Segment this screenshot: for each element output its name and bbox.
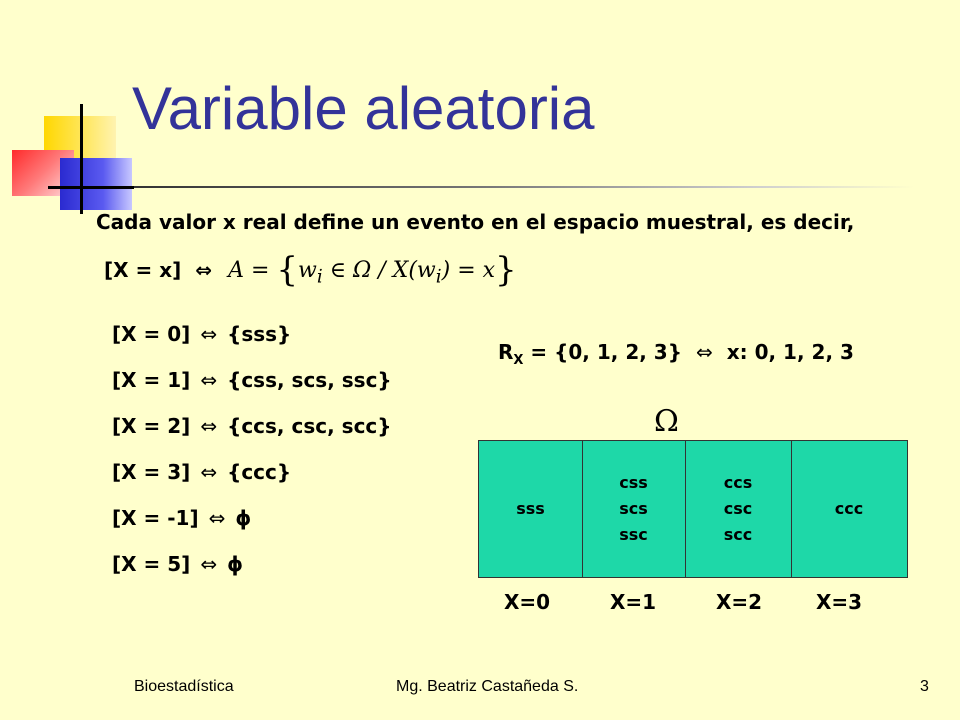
- equivalence-icon: ⇔: [200, 460, 218, 484]
- logo-blue-square: [60, 158, 132, 210]
- event-lhs: [X = 2]: [112, 414, 191, 438]
- partition-label-3: X=3: [816, 590, 863, 614]
- footer-author: Mg. Beatriz Castañeda S.: [396, 678, 579, 695]
- event-row: [112, 552, 392, 598]
- formula-sub-i: i: [316, 266, 323, 288]
- equivalence-icon: ⇔: [200, 552, 218, 576]
- slide-number: 3: [920, 678, 929, 695]
- outcome: ccc: [834, 499, 864, 518]
- outcome: css: [619, 473, 648, 492]
- partition-label-0: X=0: [504, 590, 551, 614]
- event-set: {ccc}: [227, 460, 292, 484]
- event-row: [112, 368, 392, 414]
- partition-cell-2: [685, 441, 791, 577]
- omega-label: Ω: [654, 404, 679, 439]
- event-lhs: [X = 5]: [112, 552, 191, 576]
- definition-lhs: [X = x]: [104, 258, 182, 282]
- partition-cell-3: [791, 441, 907, 577]
- slide-title: Variable aleatoria: [132, 75, 595, 142]
- event-set: {css, scs, ssc}: [227, 368, 392, 392]
- event-row: [112, 506, 392, 552]
- range-set: = {0, 1, 2, 3}: [523, 340, 682, 364]
- formula-A: A: [228, 258, 244, 283]
- event-set: ϕ: [227, 552, 244, 576]
- event-row: [112, 414, 392, 460]
- definition-arrow: ⇔: [195, 258, 213, 282]
- formula-w: w: [298, 258, 317, 283]
- title-underline: [134, 186, 914, 188]
- outcome: sss: [516, 499, 545, 518]
- formula-membership: ∈ Ω / X(w: [329, 258, 436, 283]
- outcome: csc: [723, 499, 753, 518]
- event-lhs: [X = 1]: [112, 368, 191, 392]
- equivalence-icon: ⇔: [200, 414, 218, 438]
- intro-text: Cada valor x real define un evento en el espacio muestral, es decir,: [96, 210, 855, 234]
- equivalence-icon: ⇔: [208, 506, 226, 530]
- event-set: {ccs, csc, scc}: [227, 414, 392, 438]
- logo-horizontal-line: [48, 186, 134, 189]
- outcome: ccs: [723, 473, 753, 492]
- equivalence-icon: ⇔: [200, 368, 218, 392]
- event-set: {sss}: [227, 322, 292, 346]
- event-lhs: [X = -1]: [112, 506, 199, 530]
- logo-vertical-line: [80, 104, 83, 214]
- partition-label-1: X=1: [610, 590, 657, 614]
- outcome: ssc: [619, 525, 648, 544]
- range-subscript: X: [513, 353, 524, 368]
- outcome: scc: [723, 525, 753, 544]
- formula-close-brace: }: [495, 250, 517, 290]
- range-values: x: 0, 1, 2, 3: [726, 340, 854, 364]
- footer-course: Bioestadística: [134, 678, 234, 695]
- set-formula: [228, 250, 517, 290]
- outcome: scs: [619, 499, 648, 518]
- range-symbol: R: [498, 340, 514, 364]
- formula-tail: ) = x: [441, 258, 496, 283]
- event-set: ϕ: [235, 506, 252, 530]
- formula-sub-i-2: i: [435, 266, 442, 288]
- formula-equals: =: [250, 258, 270, 283]
- partition-cell-1: [582, 441, 685, 577]
- event-lhs: [X = 0]: [112, 322, 191, 346]
- event-lhs: [X = 3]: [112, 460, 191, 484]
- event-definition: [104, 250, 517, 290]
- equivalence-icon: ⇔: [200, 322, 218, 346]
- event-list: [112, 322, 392, 598]
- equivalence-icon: ⇔: [695, 340, 713, 364]
- partition-cell-0: [479, 441, 582, 577]
- range-statement: [498, 340, 854, 368]
- event-row: [112, 460, 392, 506]
- partition-label-2: X=2: [716, 590, 763, 614]
- event-row: [112, 322, 392, 368]
- formula-open-brace: {: [276, 250, 299, 290]
- sample-space-box: [478, 440, 908, 578]
